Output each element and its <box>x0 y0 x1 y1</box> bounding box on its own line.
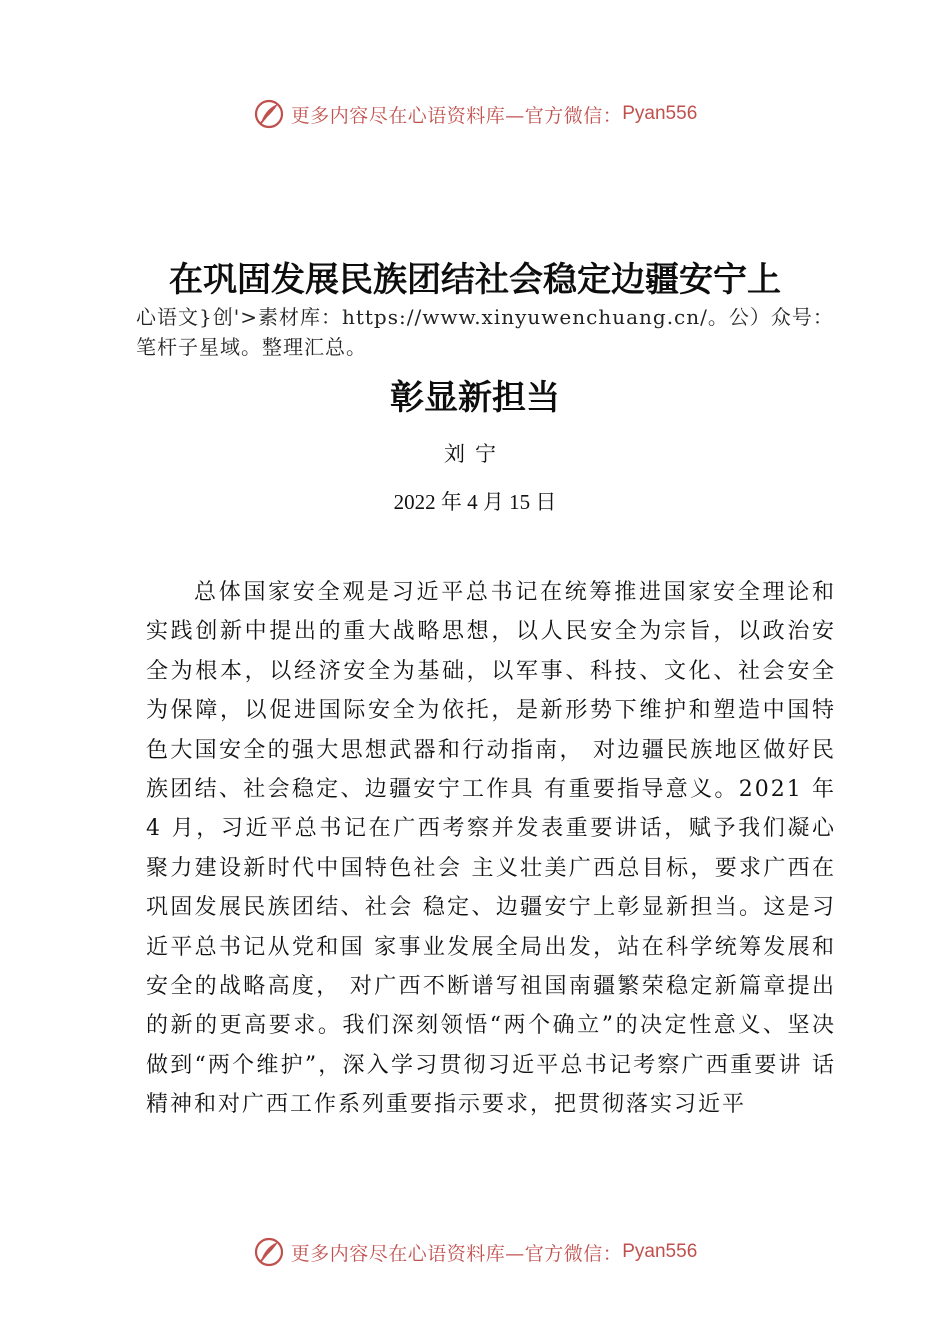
watermark-banner-bottom <box>0 1232 950 1272</box>
watermark-wechat-id: Pyan556 <box>622 103 698 124</box>
source-note: 心语文}创'>素材库：https://www.xinyuwenchuang.cn/。公）众号：笔杆子星域。整理汇总。 <box>136 305 834 359</box>
article-title-line-2: 彰显新担当 <box>390 378 560 418</box>
watermark-text: 更多内容尽在心语资料库—官方微信： <box>290 104 623 127</box>
watermark-text: 更多内容尽在心语资料库—官方微信： <box>290 1242 623 1265</box>
article-author: 刘宁 <box>444 442 506 466</box>
quill-logo-icon <box>253 98 285 130</box>
watermark-banner-top <box>0 94 950 134</box>
quill-logo-icon <box>253 1236 285 1268</box>
article-date: 2022 年 4 月 15 日 <box>393 490 557 514</box>
article-title-line-1: 在巩固发展民族团结社会稳定边疆安宁上 <box>169 260 781 300</box>
article-body-paragraph: 总体国家安全观是习近平总书记在统筹推进国家安全理论和实践创新中提出的重大战略思想，以人民安全为宗旨，以政治安全为根本，以经济安全为基础，以军事、科技、文化、社会安全为保障，以促进国际安全为依托，是新形势下维护和塑造中国特色大国安全的强大思想武器和行动指南， 对边疆民族地区做好民族团结、社会稳定、边疆安宁工作具 有重要指导意义。2021 年 4 月，习近平总书记在广西考察并发表重要讲话，赋予我们凝心聚力建设新时代中国特色社会 主义壮美广西总目标，要求广西在巩固发展民族团结、社会 稳定、边疆安宁上彰显新担当。这是习近平总书记从党和国 家事业发展全局出发，站在科学统筹发展和安全的战略高度， 对广西不断谱写祖国南疆繁荣稳定新篇章提出的新的更高要求。我们深刻领悟“两个确立”的决定性意义、坚决做到“两个维护”，深入学习贯彻习近平总书记考察广西重要讲 话精神和对广西工作系列重要指示要求，把贯彻落实习近平 <box>146 580 836 1118</box>
watermark-wechat-id: Pyan556 <box>622 1241 698 1262</box>
